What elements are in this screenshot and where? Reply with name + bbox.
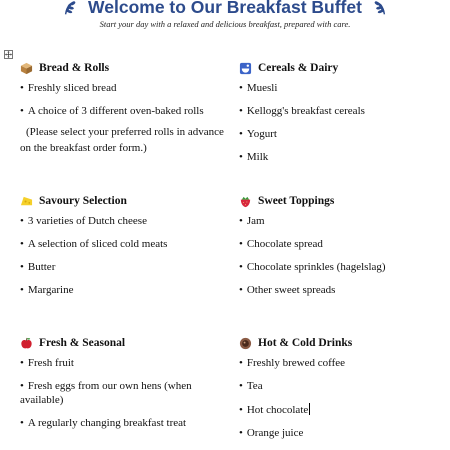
list-item: • A selection of sliced cold meats [20,238,168,250]
section-savoury-selection [20,193,230,307]
list-item: • Orange juice [239,427,304,439]
list-item: • Hot chocolate [239,404,309,416]
order-form-note: (Please select your preferred rolls in advance on the breakfast order form.) [20,126,224,154]
list-item: • Milk [239,151,269,163]
list-item: • Fresh fruit [20,357,74,369]
section-hot-cold-drinks [239,335,449,450]
section-fresh-seasonal [20,335,230,440]
list-item: • Chocolate sprinkles (hagelslag) [239,261,386,273]
list-item: • A regularly changing breakfast treat [20,416,187,429]
list-item: • Tea [239,380,263,392]
section-sweet-toppings [239,193,449,307]
section-title: Fresh & Seasonal [20,335,230,351]
list-item: • Jam [239,215,265,227]
list-item: • A choice of 3 different oven-baked rolls [20,105,204,117]
list-item: • Yogurt [239,128,277,140]
section-cereals-dairy [239,60,449,174]
cereal-bowl-icon [239,62,252,75]
page-title: Welcome to Our Breakfast Buffet [88,0,362,17]
list-item: • Freshly brewed coffee [239,357,346,369]
cheese-icon [20,195,33,208]
section-title: Bread & Rolls [20,60,230,76]
laurel-leaf-icon [62,0,80,17]
section-title: Savoury Selection [20,193,230,209]
page-subtitle: Start your day with a relaxed and delicious breakfast, prepared with care. [99,19,351,29]
list-item: • Chocolate spread [239,238,323,250]
list-item: • Kellogg's breakfast cereals [239,105,365,117]
apple-icon [20,337,33,350]
title-row [0,0,450,18]
list-item: • Butter [20,261,56,273]
text-cursor [309,403,310,415]
bread-box-icon [20,62,33,75]
list-item: • Freshly sliced bread [20,82,117,94]
list-item: • Margarine [20,284,74,296]
table-move-handle[interactable] [4,50,13,59]
coffee-cup-icon [239,337,252,350]
laurel-leaf-icon [370,0,388,17]
list-item: • Other sweet spreads [239,284,336,296]
list-item: • Fresh eggs from our own hens (when available) [20,380,192,406]
list-item: • Muesli [239,82,278,94]
strawberry-icon [239,195,252,208]
list-item: • 3 varieties of Dutch cheese [20,215,147,227]
section-title: Hot & Cold Drinks [239,335,449,351]
section-bread-rolls [20,60,230,165]
section-title: Cereals & Dairy [239,60,449,76]
section-title: Sweet Toppings [239,193,449,209]
move-arrows-icon [5,51,12,58]
